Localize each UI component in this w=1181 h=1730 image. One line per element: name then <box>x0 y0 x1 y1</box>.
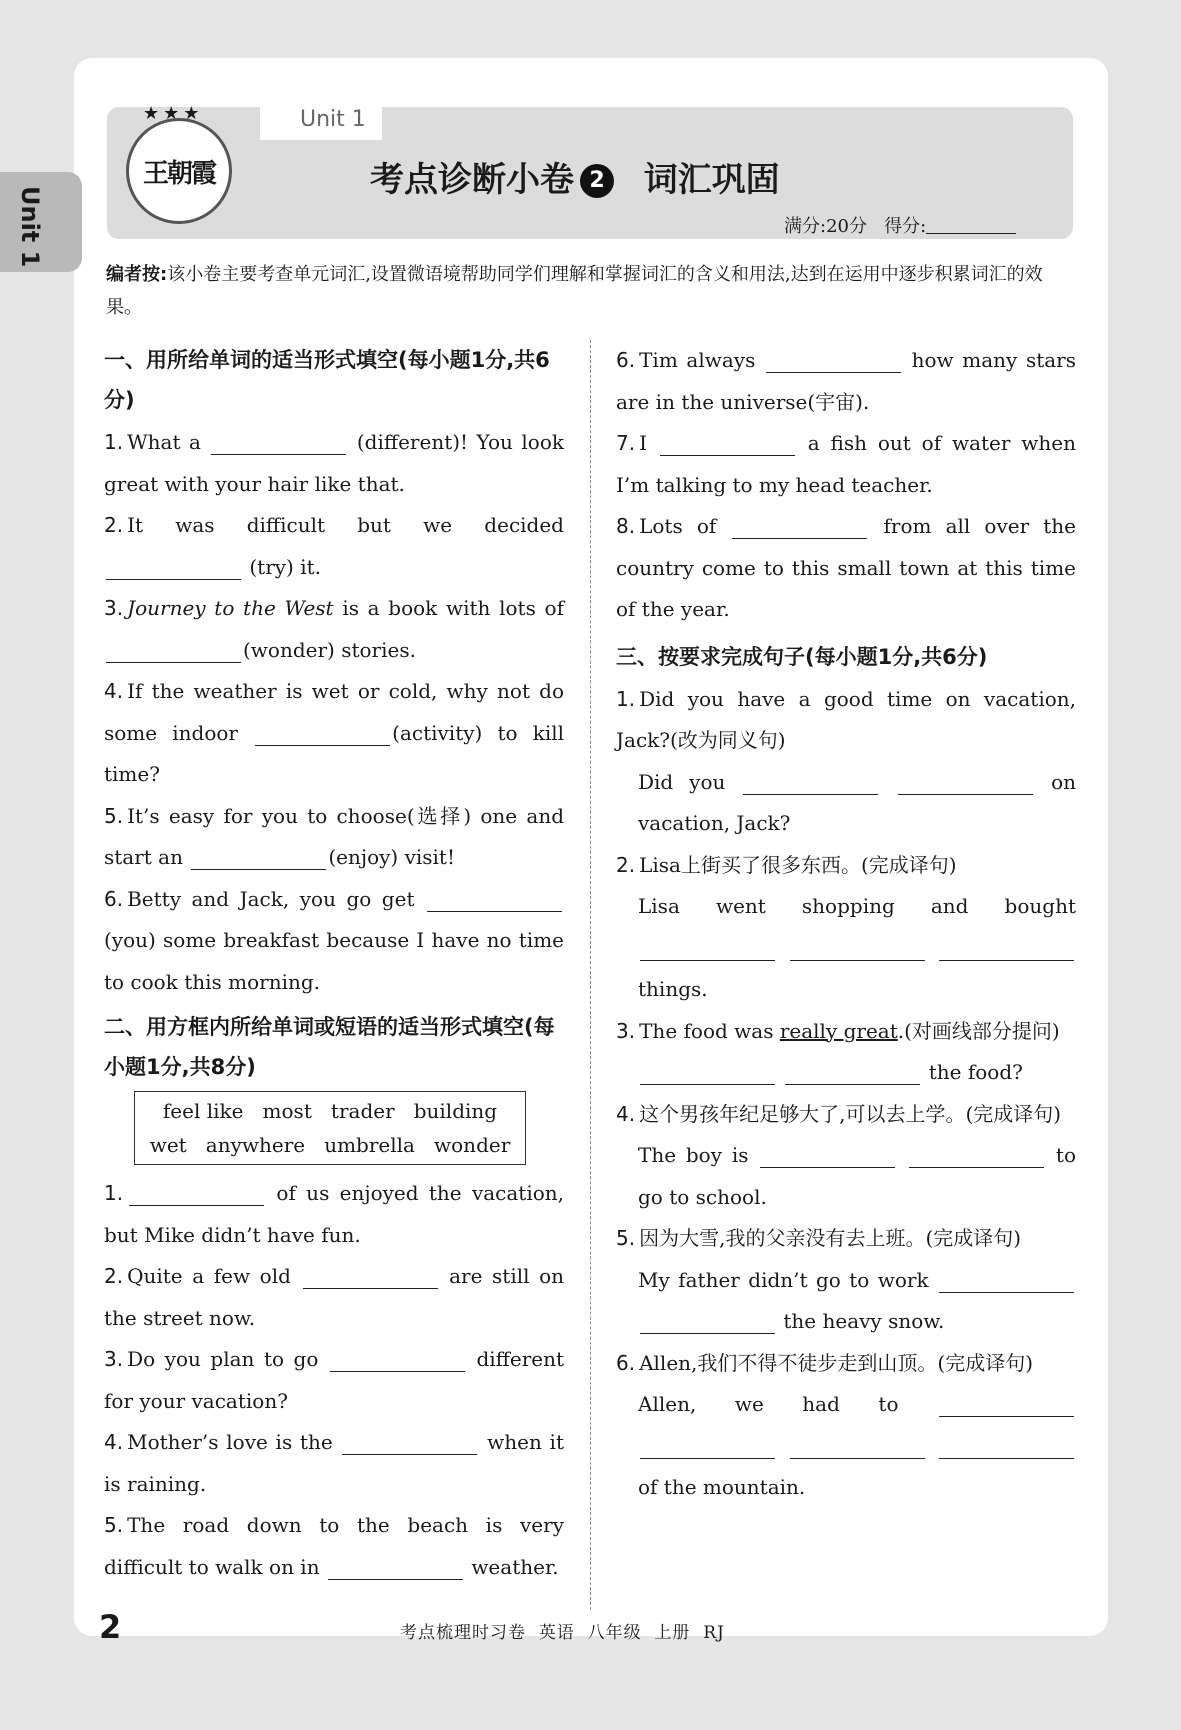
answer-blank[interactable] <box>106 638 241 663</box>
answer-line: the food? <box>616 1052 1076 1094</box>
answer-blank[interactable] <box>640 936 775 961</box>
left-column <box>104 340 564 1588</box>
logo-text: 王朝霞 <box>142 158 215 189</box>
answer-blank[interactable] <box>766 348 901 373</box>
answer-blank[interactable] <box>427 887 562 912</box>
question: 4. If the weather is wet or cold, why not do some indoor (activity) to kill time? <box>104 679 565 786</box>
answer-blank[interactable] <box>939 936 1074 961</box>
question: 2. Quite a few old are still on the street now. <box>104 1264 565 1330</box>
footer-text: 考点梳理时习卷 英语 八年级 上册 RJ <box>400 1623 725 1643</box>
answer-blank[interactable] <box>909 1143 1044 1168</box>
editor-note: 编者按:该小卷主要考查单元词汇,设置微语境帮助同学们理解和掌握词汇的含义和用法,达到在运用中逐步积累词汇的效果。 <box>106 264 1043 318</box>
question: 1. Did you have a good time on vacation, Jack?(改为同义句) <box>616 686 1076 752</box>
answer-blank[interactable] <box>191 845 326 870</box>
question: 6. Allen,我们不得不徒步走到山顶。(完成译句) <box>616 1350 1034 1375</box>
question: 3. Do you plan to go different for your vacation? <box>104 1347 565 1413</box>
column-divider <box>590 340 591 1610</box>
unit-side-tab: Unit 1 <box>0 172 82 272</box>
question: 1. of us enjoyed the vacation, but Mike didn’t have fun. <box>104 1181 565 1247</box>
answer-blank[interactable] <box>660 431 795 456</box>
section-2-title: 二、用方框内所给单词或短语的适当形式填空(每小题1分,共8分) <box>104 1015 555 1079</box>
title-number-badge: 2 <box>580 164 614 198</box>
answer-line: The boy is to go to school. <box>638 1143 1076 1209</box>
question: 5. It’s easy for you to choose(选择) one and start an (enjoy) visit! <box>104 803 564 869</box>
answer-blank[interactable] <box>255 721 390 746</box>
brand-logo <box>126 103 232 224</box>
answer-line: Allen, we had to of the mountain. <box>616 1384 1076 1509</box>
question: 5. The road down to the beach is very difficult to walk on in weather. <box>104 1513 564 1579</box>
answer-blank[interactable] <box>211 430 346 455</box>
answer-blank[interactable] <box>732 514 867 539</box>
unit-tag: Unit 1 <box>260 100 382 140</box>
answer-blank[interactable] <box>640 1060 775 1085</box>
section-3-title: 三、按要求完成句子(每小题1分,共6分) <box>616 644 988 669</box>
answer-blank[interactable] <box>303 1264 438 1289</box>
answer-blank[interactable] <box>898 770 1033 795</box>
question: 2. It was difficult but we decided (try) it. <box>104 513 564 579</box>
word-bank-box: feel like most trader building wet anywhere umbrella wonder <box>134 1091 526 1165</box>
answer-blank[interactable] <box>129 1181 264 1206</box>
score-line: 满分:20分 得分: <box>784 212 1016 238</box>
answer-blank[interactable] <box>330 1347 465 1372</box>
page-title: 考点诊断小卷 2 词汇巩固 <box>370 160 780 200</box>
answer-blank[interactable] <box>785 1060 920 1085</box>
answer-blank[interactable] <box>328 1555 463 1580</box>
answer-blank[interactable] <box>342 1430 477 1455</box>
question: 4. Mother’s love is the when it is raining. <box>104 1430 564 1496</box>
question: 3. Journey to the West is a book with lots of (wonder) stories. <box>104 596 565 662</box>
question: 1. What a (different)! You look great with your hair like that. <box>104 430 565 496</box>
answer-blank[interactable] <box>106 555 241 580</box>
answer-blank[interactable] <box>939 1268 1074 1293</box>
question: 6. Tim always how many stars are in the universe(宇宙). <box>616 348 1076 414</box>
score-blank[interactable] <box>926 215 1016 234</box>
page-number: 2 <box>99 1608 122 1646</box>
answer-blank[interactable] <box>939 1434 1074 1459</box>
answer-line: Lisa went shopping and bought things. <box>638 894 1076 1001</box>
question: 2. Lisa上街买了很多东西。(完成译句) <box>616 852 957 877</box>
answer-blank[interactable] <box>760 1143 895 1168</box>
question: 4. 这个男孩年纪足够大了,可以去上学。(完成译句) <box>616 1101 1062 1126</box>
question: 5. 因为大雪,我的父亲没有去上班。(完成译句) <box>616 1226 1022 1250</box>
question: 6. Betty and Jack, you go get (you) some breakfast because I have no time to cook this morning. <box>104 886 564 994</box>
right-column <box>616 340 1076 1509</box>
underlined-phrase: really great <box>779 1018 898 1043</box>
logo-stars-icon: ★★★ <box>143 103 204 124</box>
answer-blank[interactable] <box>743 770 878 795</box>
answer-blank[interactable] <box>640 1434 775 1459</box>
answer-blank[interactable] <box>640 1309 775 1334</box>
question: 3. The food was really great.(对画线部分提问) <box>616 1018 1060 1043</box>
answer-blank[interactable] <box>790 936 925 961</box>
section-1-title: 一、用所给单词的适当形式填空(每小题1分,共6分) <box>104 348 550 412</box>
question: 7. I a fish out of water when I’m talking to my head teacher. <box>616 431 1076 497</box>
answer-line: Did you on vacation, Jack? <box>638 769 1076 835</box>
answer-blank[interactable] <box>790 1434 925 1459</box>
answer-line: My father didn’t go to work the heavy snow. <box>616 1260 1076 1343</box>
question: 8. Lots of from all over the country come to this small town at this time of the year. <box>616 514 1076 621</box>
answer-blank[interactable] <box>939 1392 1074 1417</box>
